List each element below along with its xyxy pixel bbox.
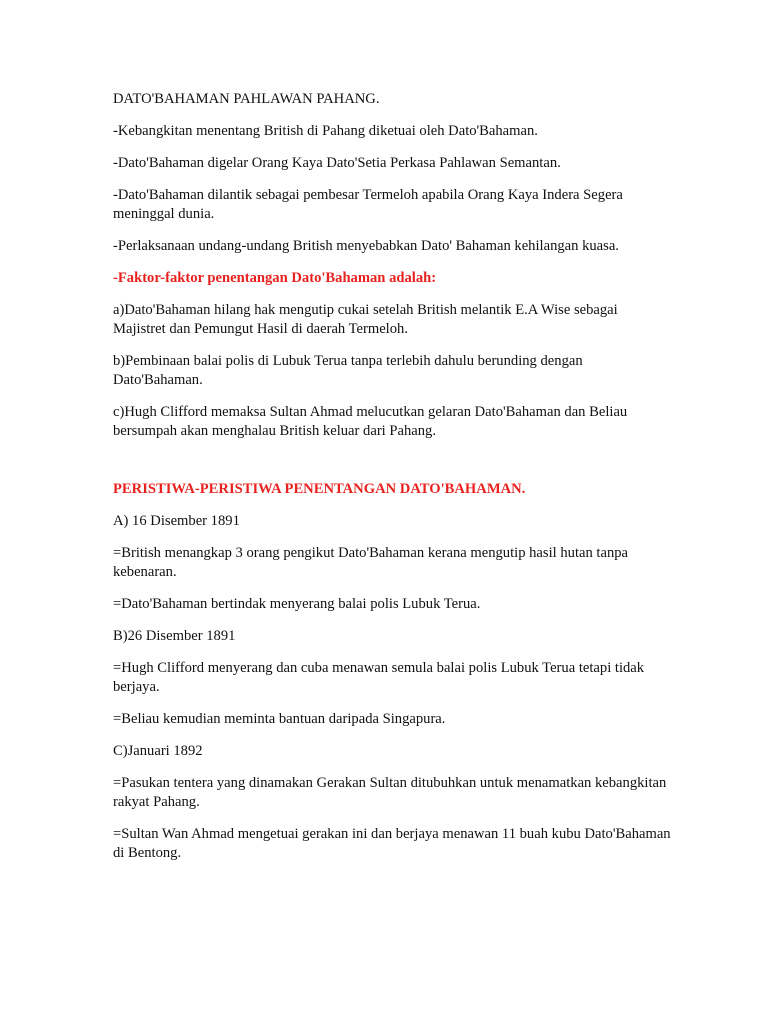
event-point: =Hugh Clifford menyerang dan cuba menawan semula balai polis Lubuk Terua tetapi tidak berjaya. — [113, 660, 645, 695]
intro-paragraph: -Kebangkitan menentang British di Pahang diketuai oleh Dato'Bahaman. — [113, 123, 538, 139]
intro-paragraph: -Dato'Bahaman digelar Orang Kaya Dato'Setia Perkasa Pahlawan Semantan. — [113, 155, 561, 171]
event-date: C)Januari 1892 — [113, 743, 203, 759]
event-point: =Beliau kemudian meminta bantuan daripada Singapura. — [113, 711, 446, 727]
intro-paragraph: -Dato'Bahaman dilantik sebagai pembesar Termeloh apabila Orang Kaya Indera Segera meninggal dunia. — [113, 187, 623, 222]
factor-item: b)Pembinaan balai polis di Lubuk Terua tanpa terlebih dahulu berunding dengan Dato'Bahaman. — [113, 353, 583, 388]
event-date: A) 16 Disember 1891 — [113, 513, 240, 529]
intro-paragraph: -Perlaksanaan undang-undang British menyebabkan Dato' Bahaman kehilangan kuasa. — [113, 238, 619, 254]
factor-item: c)Hugh Clifford memaksa Sultan Ahmad melucutkan gelaran Dato'Bahaman dan Beliau bersumpah akan menghalau British keluar dari Pahang. — [113, 404, 628, 439]
section-spacer — [113, 454, 673, 480]
event-point: =Pasukan tentera yang dinamakan Gerakan Sultan ditubuhkan untuk menamatkan kebangkitan rakyat Pahang. — [113, 775, 667, 810]
event-point: =Dato'Bahaman bertindak menyerang balai polis Lubuk Terua. — [113, 596, 481, 612]
factors-heading: -Faktor-faktor penentangan Dato'Bahaman adalah: — [113, 270, 437, 286]
event-date: B)26 Disember 1891 — [113, 628, 236, 644]
events-heading: PERISTIWA-PERISTIWA PENENTANGAN DATO'BAHAMAN. — [113, 481, 526, 497]
factor-item: a)Dato'Bahaman hilang hak mengutip cukai setelah British melantik E.A Wise sebagai Majistret dan Pemungut Hasil di daerah Termeloh. — [113, 302, 618, 337]
document-title: DATO'BAHAMAN PAHLAWAN PAHANG. — [113, 91, 380, 107]
event-point: =Sultan Wan Ahmad mengetuai gerakan ini dan berjaya menawan 11 buah kubu Dato'Bahaman di Bentong. — [113, 826, 671, 861]
event-point: =British menangkap 3 orang pengikut Dato'Bahaman kerana mengutip hasil hutan tanpa kebenaran. — [113, 545, 629, 580]
document-body — [113, 90, 673, 876]
